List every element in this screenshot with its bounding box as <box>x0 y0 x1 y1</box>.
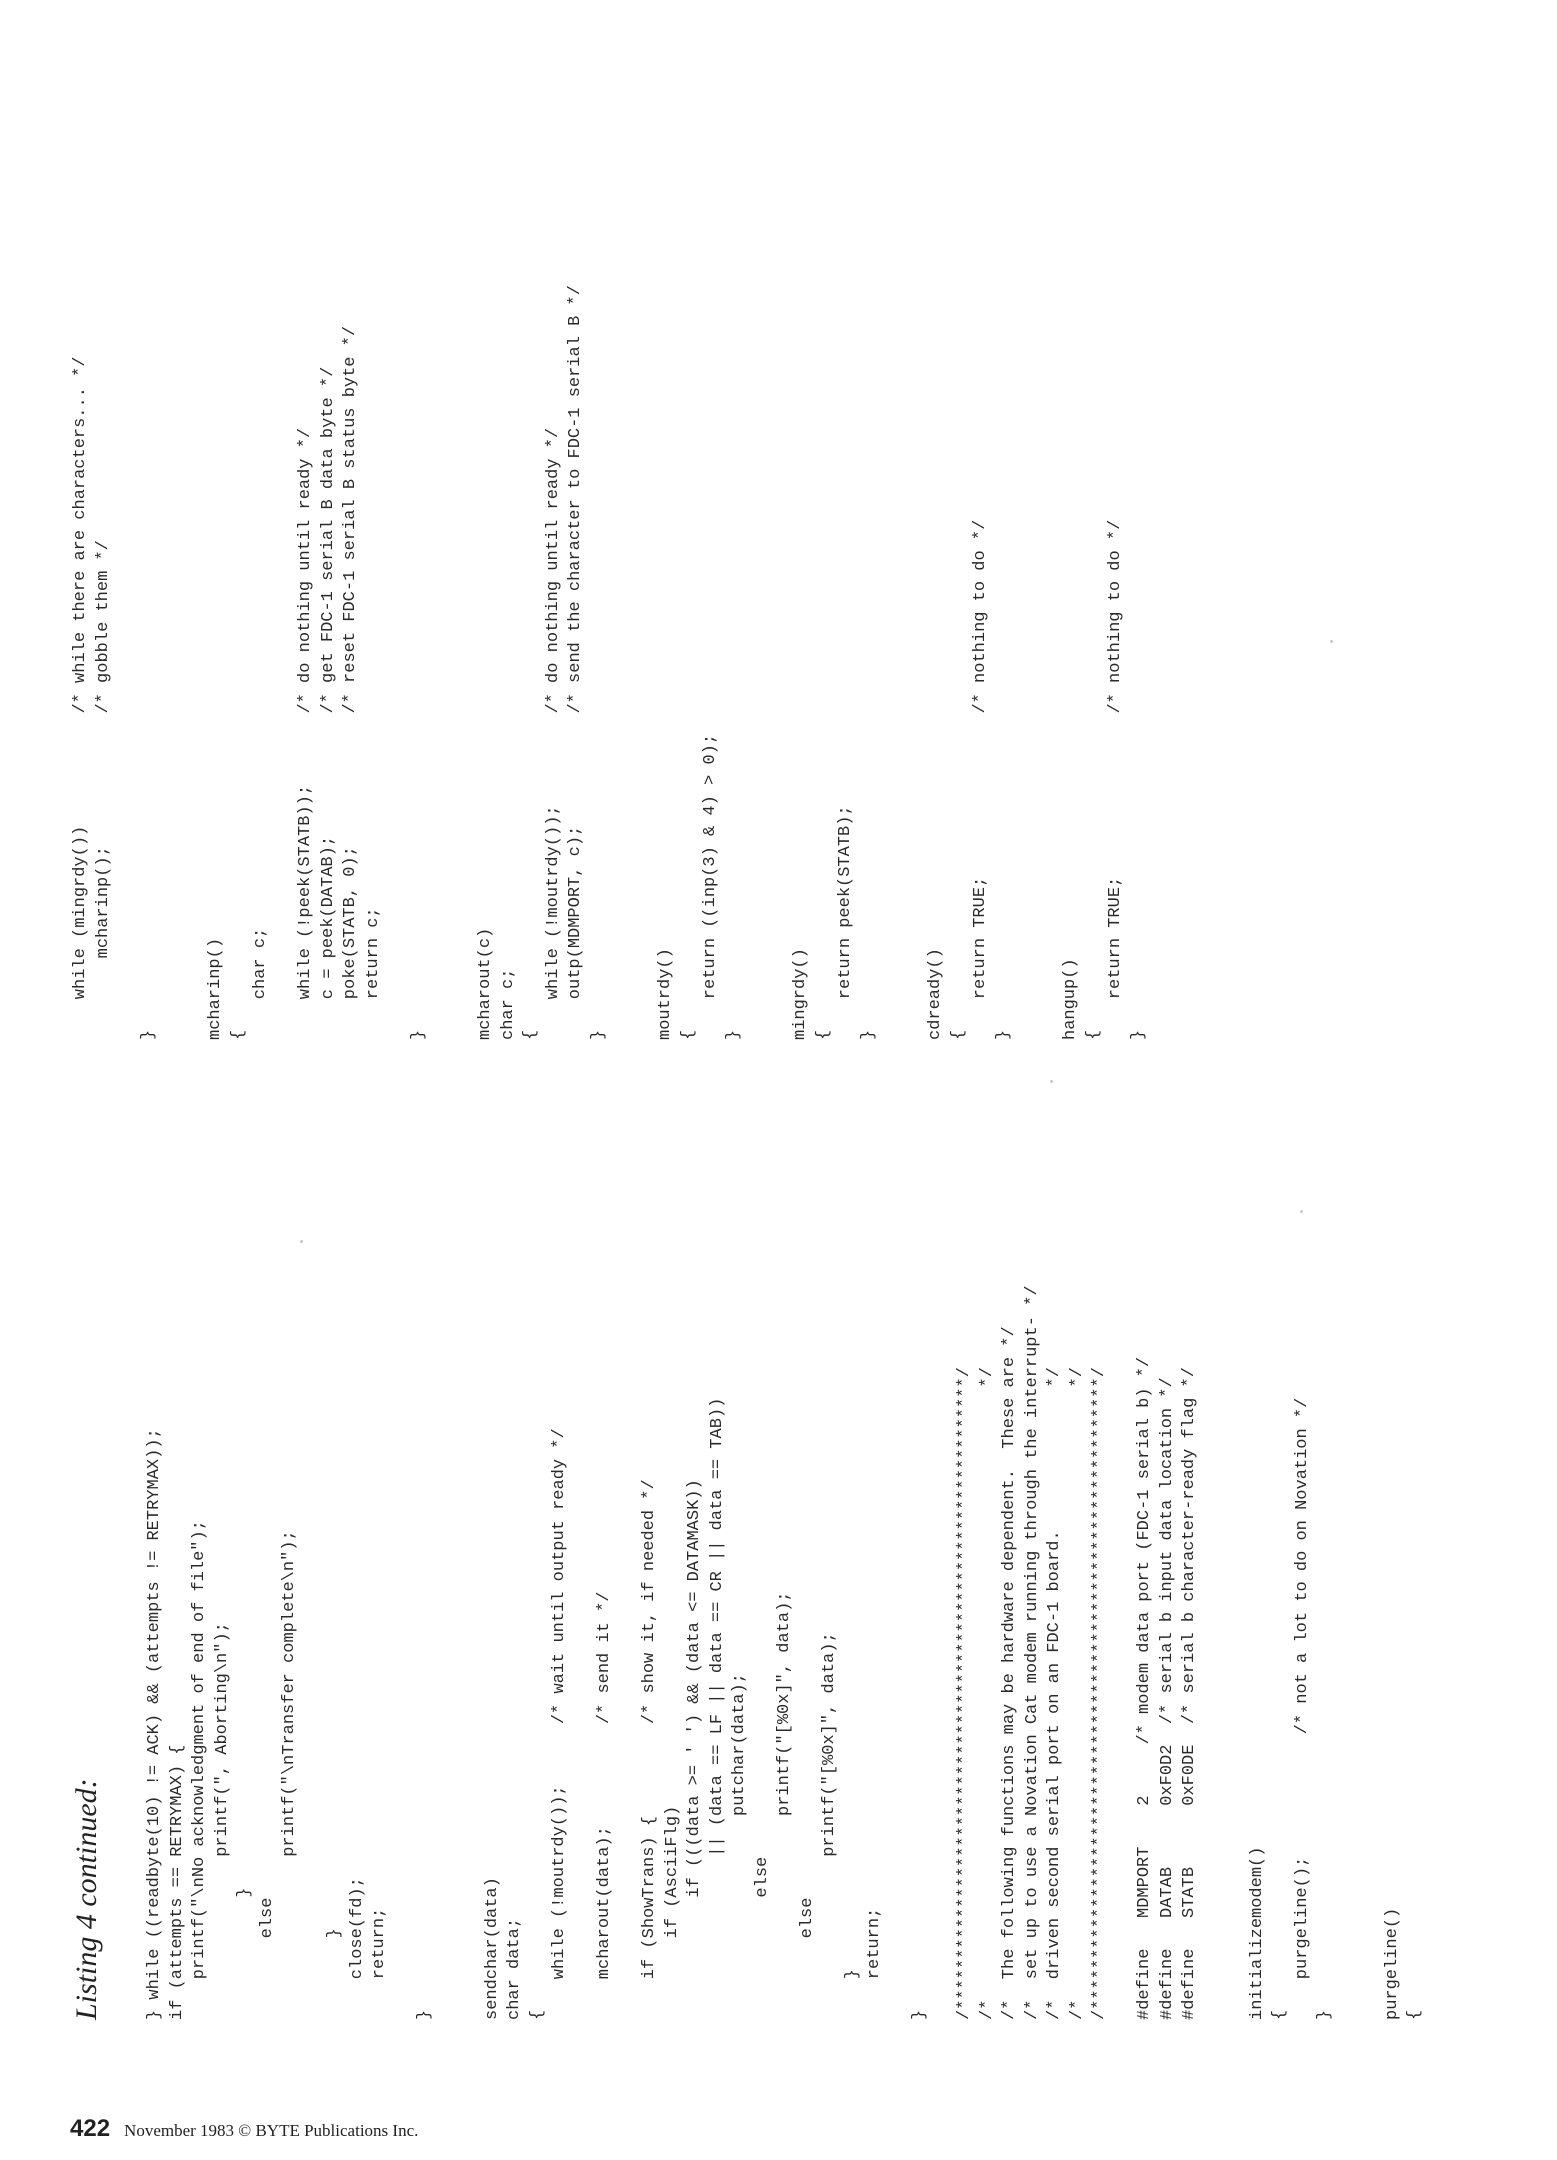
listing-heading: Listing 4 continued: <box>70 1778 103 2020</box>
page-footer <box>70 2115 418 2143</box>
scan-speck <box>1330 640 1333 643</box>
code-block-left: } while ((readbyte(10) != ACK) && (attempts != RETRYMAX)); if (attempts == RETRYMAX) { printf("\nNo acknowledgment of end of file"); printf(", Aborting\n"); } else printf("\nTransfer complete\n"); } close(fd); return; } sendchar(data) char data; { while (!moutrdy()); /* wait until output ready */ mcharout(data); /* send it */ if (ShowTrans) { /* show it, if needed */ if (AsciiFlg) if (((data >= ' ') && (data <= DATAMASK)) || (data == LF || data == CR || data == TAB)) putchar(data); else printf("[%0x]", data); else printf("[%0x]", data); } return; } /**************************************************************/ /* */ /* The following functions may be hardware dependent. These are */ /* set up to use a Novation Cat modem running through the interrupt- */ /* driven second serial port on an FDC-1 board. */ /* */ /**************************************************************/ #define MDMPORT 2 /* modem data port (FDC-1 serial b) */ #define DATAB 0xF0D2 /* serial b input data location */ #define STATB 0xF0DE /* serial b character-ready flag */ initializemodem() { purgeline(); /* not a lot to do on Novation */ } purgeline() { <box>145 1285 1424 2020</box>
scan-speck <box>1050 1080 1053 1083</box>
listing-column-right <box>70 80 1150 1040</box>
listing-column-left <box>70 1060 1427 2020</box>
code-block-right: while (mingrdy()) /* while there are characters... */ mcharinp(); /* gobble them */ } mcharinp() { char c; while (!peek(STATB)); /* do nothing until ready */ c = peek(DATAB); /* get FDC-1 serial B data byte */ poke(STATB, 0); /* reset FDC-1 serial B status byte */ return c; } mcharout(c) char c; { while (!moutrdy()); /* do nothing until ready */ outp(MDMPORT, c); /* send the character to FDC-1 serial B */ } moutrdy() { return ((inp(3) & 4) > 0); } mingrdy() { return peek(STATB); } cdready() { return TRUE; /* nothing to do */ } hangup() { return TRUE; /* nothing to do */ } <box>71 285 1148 1040</box>
publication-credit: November 1983 © BYTE Publications Inc. <box>124 2121 419 2140</box>
rotated-listing <box>70 100 1510 2060</box>
scan-speck <box>300 1240 303 1243</box>
scan-speck <box>1300 1210 1303 1213</box>
page-number: 422 <box>70 2115 111 2142</box>
